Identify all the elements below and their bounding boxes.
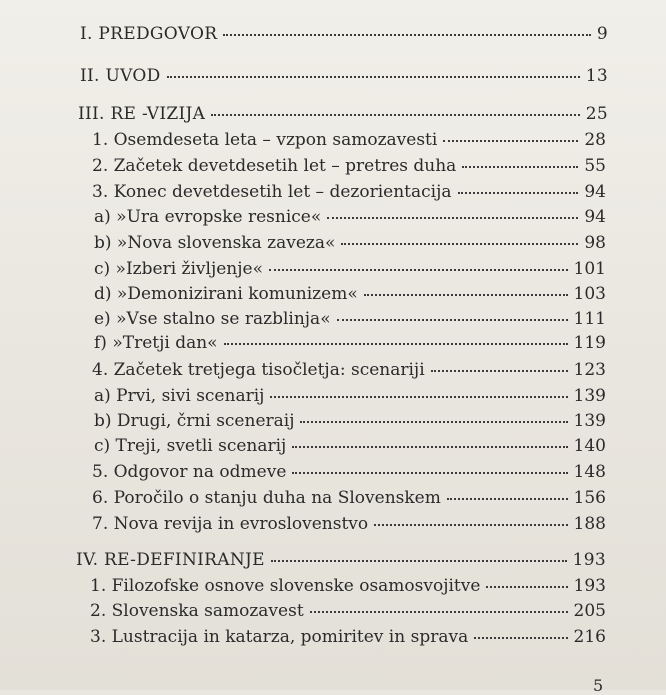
toc-entry [90, 601, 606, 621]
leader-dots [341, 243, 578, 245]
leader-dots [374, 524, 567, 526]
toc-entry [92, 514, 606, 534]
toc-entry-title: 3. Konec devetdesetih let – dezorientacija [92, 182, 452, 202]
toc-entry-page: 205 [573, 601, 606, 621]
toc-entry-page: 148 [573, 462, 606, 482]
toc-entry-page: 188 [573, 514, 606, 534]
toc-entry [92, 462, 606, 482]
toc-subentry [94, 284, 606, 304]
leader-dots [462, 166, 578, 168]
toc-entry-page: 94 [584, 207, 606, 227]
toc-entry [90, 627, 606, 647]
toc-entry-page: 139 [573, 411, 606, 431]
toc-entry-page: 156 [573, 488, 606, 508]
toc-subentry [94, 233, 606, 253]
leader-dots [300, 421, 567, 423]
toc-entry-title: 5. Odgovor na odmeve [92, 462, 287, 482]
toc-entry-title: 1. Osemdeseta leta – vzpon samozavesti [92, 130, 438, 150]
toc-entry-re-vizija [78, 104, 608, 124]
leader-dots [458, 192, 579, 194]
toc-entry-title: d) »Demonizirani komunizem« [94, 284, 358, 304]
toc-entry-page: 25 [585, 104, 608, 124]
toc-entry-title: b) »Nova slovenska zaveza« [94, 233, 336, 253]
toc-entry-page: 101 [573, 259, 606, 279]
toc-subentry [94, 436, 606, 456]
toc-subentry [94, 259, 606, 279]
toc-entry [92, 488, 606, 508]
toc-entry-page: 119 [573, 333, 606, 353]
toc-entry-page: 140 [573, 436, 606, 456]
toc-entry-title: c) »Izberi življenje« [94, 259, 263, 279]
toc-entry-title: 4. Začetek tretjega tisočletja: scenariji [92, 360, 425, 380]
toc-entry-page: 111 [573, 309, 606, 329]
toc-entry-page: 193 [573, 576, 606, 596]
toc-subentry [94, 411, 606, 431]
toc-subentry [94, 309, 606, 329]
toc-subentry [94, 207, 606, 227]
toc-entry-page: 55 [584, 156, 606, 176]
toc-entry-re-definiranje [76, 550, 606, 570]
toc-entry-page: 216 [573, 627, 606, 647]
toc-subentry [94, 386, 606, 406]
toc-subentry [94, 333, 606, 353]
toc-entry-page: 123 [573, 360, 606, 380]
toc-entry [92, 182, 606, 202]
toc-entry-title: III. RE -VIZIJA [78, 104, 206, 124]
toc-entry-title: 7. Nova revija in evroslovenstvo [92, 514, 369, 534]
toc-entry-title: I. PREDGOVOR [80, 24, 218, 44]
leader-dots [431, 370, 568, 372]
leader-dots [292, 472, 567, 474]
toc-entry-title: a) Prvi, sivi scenarij [94, 386, 265, 406]
toc-entry-page: 28 [584, 130, 606, 150]
leader-dots [310, 611, 568, 613]
toc-entry-title: 2. Slovenska samozavest [90, 601, 304, 621]
toc-entry-title: 2. Začetek devetdesetih let – pretres duha [92, 156, 457, 176]
toc-entry-page: 103 [573, 284, 606, 304]
toc-entry-page: 94 [584, 182, 606, 202]
leader-dots [447, 498, 568, 500]
toc-entry-title: II. UVOD [80, 66, 161, 86]
toc-entry-title: 6. Poročilo o stanju duha na Slovenskem [92, 488, 441, 508]
toc-entry-uvod [80, 66, 608, 86]
toc-entry-title: c) Treji, svetli scenarij [94, 436, 287, 456]
toc-entry-title: e) »Vse stalno se razblinja« [94, 309, 331, 329]
leader-dots [271, 560, 567, 562]
toc-entry-title: 1. Filozofske osnove slovenske osamosvojitve [90, 576, 481, 596]
leader-dots [269, 269, 568, 271]
page-number: 5 [593, 676, 604, 695]
toc-entry-title: a) »Ura evropske resnice« [94, 207, 322, 227]
toc-entry-predgovor [80, 24, 608, 44]
toc-entry-title: 3. Lustracija in katarza, pomiritev in sprava [90, 627, 469, 647]
toc-entry-title: b) Drugi, črni sceneraij [94, 411, 295, 431]
leader-dots [443, 140, 578, 142]
toc-entry-title: f) »Tretji dan« [94, 333, 218, 353]
toc-entry-page: 193 [572, 550, 606, 570]
toc-entry [90, 576, 606, 596]
leader-dots [364, 294, 568, 296]
leader-dots [167, 76, 580, 78]
toc-entry-page: 98 [584, 233, 606, 253]
leader-dots [223, 34, 591, 36]
leader-dots [327, 217, 578, 219]
leader-dots [270, 396, 567, 398]
leader-dots [474, 637, 567, 639]
leader-dots [292, 446, 567, 448]
leader-dots [486, 586, 567, 588]
toc-entry [92, 130, 606, 150]
toc-entry-page: 9 [596, 24, 608, 44]
leader-dots [337, 319, 568, 321]
toc-entry-page: 139 [573, 386, 606, 406]
toc-entry [92, 360, 606, 380]
toc-entry [92, 156, 606, 176]
toc-entry-page: 13 [585, 66, 608, 86]
leader-dots [224, 343, 568, 345]
toc-entry-title: IV. RE-DEFINIRANJE [76, 550, 265, 570]
leader-dots [211, 114, 580, 116]
